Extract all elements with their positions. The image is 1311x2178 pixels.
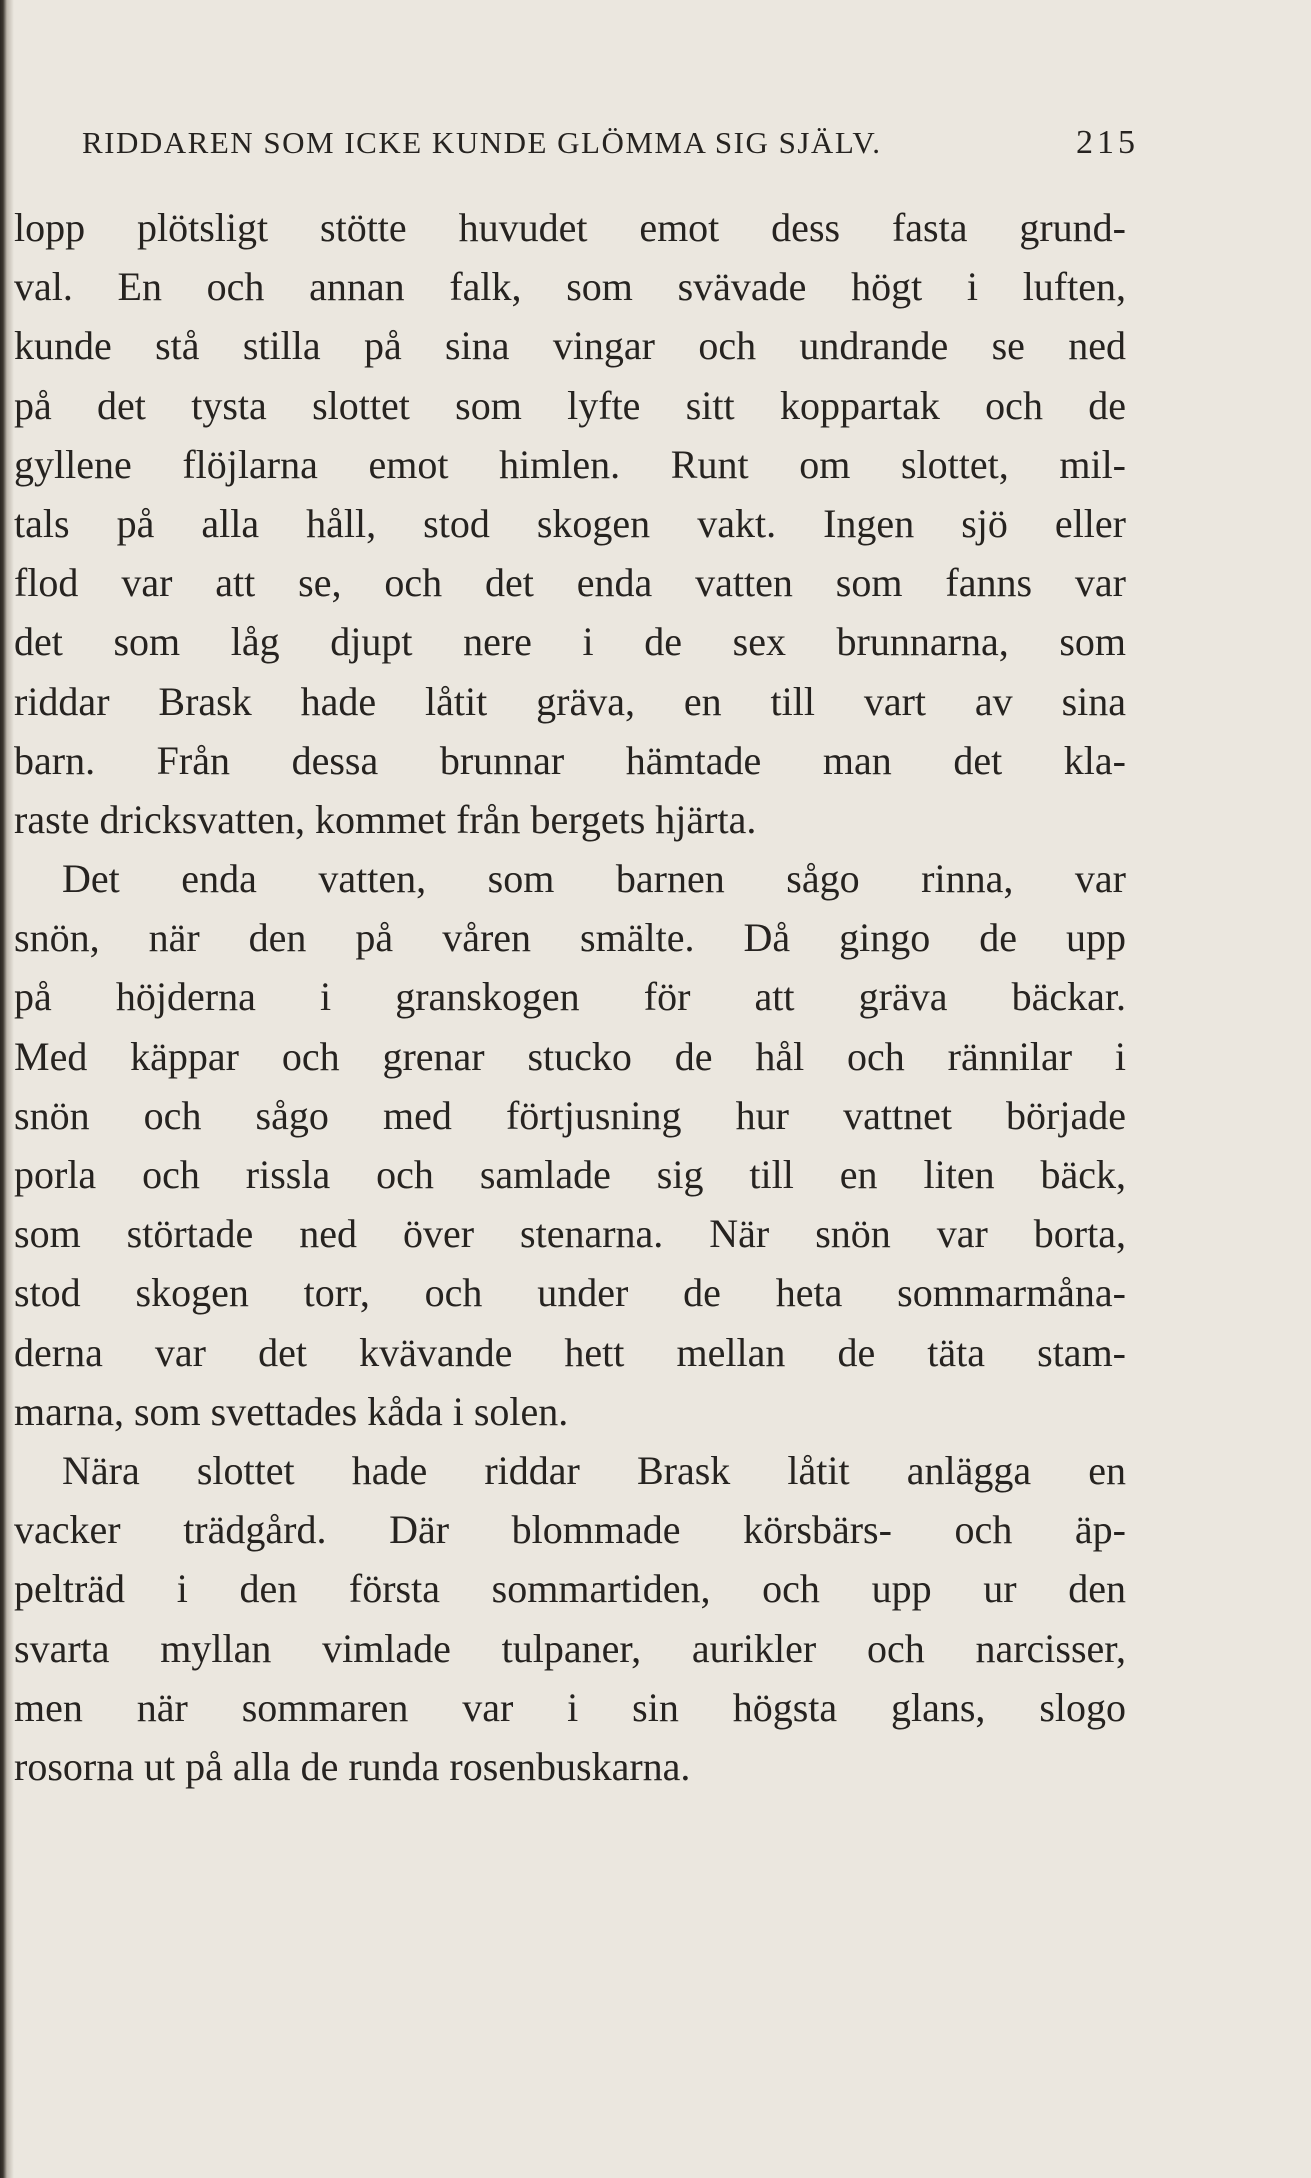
text-line: snön och sågo med förtjusning hur vattnet började — [14, 1092, 1126, 1138]
text-line: kunde stå stilla på sina vingar och undrande se ned — [14, 323, 1126, 369]
text-line: val. En och annan falk, som svävade högt i luften, — [14, 264, 1126, 310]
text-line: på det tysta slottet som lyfte sitt koppartak och de — [14, 382, 1126, 428]
text-line: tals på alla håll, stod skogen vakt. Ingen sjö eller — [14, 500, 1126, 546]
paragraph-start-line: Det enda vatten, som barnen sågo rinna, var — [62, 856, 1126, 902]
text-line: som störtade ned över stenarna. När snön var borta, — [14, 1211, 1126, 1257]
text-line: raste dricksvatten, kommet från bergets hjärta. — [14, 796, 757, 842]
book-spine-shadow — [0, 0, 14, 2178]
text-line: svarta myllan vimlade tulpaner, aurikler och narcisser, — [14, 1625, 1126, 1671]
text-line: lopp plötsligt stötte huvudet emot dess fasta grund- — [14, 205, 1126, 250]
text-line: Med käppar och grenar stucko de hål och rännilar i — [14, 1033, 1126, 1079]
text-line: gyllene flöjlarna emot himlen. Runt om slottet, mil- — [14, 441, 1126, 487]
text-line: vacker trädgård. Där blommade körsbärs- och äp- — [14, 1507, 1126, 1553]
text-line: men när sommaren var i sin högsta glans, slogo — [14, 1684, 1126, 1730]
running-title: RIDDAREN SOM ICKE KUNDE GLÖMMA SIG SJÄLV. — [82, 125, 882, 160]
text-line: det som låg djupt nere i de sex brunnarna, som — [14, 619, 1126, 665]
paragraph-start-line: Nära slottet hade riddar Brask låtit anlägga en — [62, 1447, 1126, 1493]
text-line: flod var att se, och det enda vatten som fanns var — [14, 560, 1126, 606]
text-line: snön, när den på våren smälte. Då gingo de upp — [14, 915, 1126, 961]
text-line: porla och rissla och samlade sig till en liten bäck, — [14, 1152, 1126, 1197]
text-line: barn. Från dessa brunnar hämtade man det kla- — [14, 737, 1126, 783]
text-line: rosorna ut på alla de runda rosenbuskarna. — [14, 1743, 691, 1789]
text-line: marna, som svettades kåda i solen. — [14, 1388, 569, 1434]
text-line: på höjderna i granskogen för att gräva bäckar. — [14, 974, 1126, 1020]
text-line: stod skogen torr, och under de heta sommarmåna- — [14, 1270, 1126, 1316]
text-line: pelträd i den första sommartiden, och upp ur den — [14, 1566, 1126, 1612]
running-head — [82, 118, 1139, 168]
text-line: derna var det kvävande hett mellan de täta stam- — [14, 1329, 1126, 1375]
body-text — [14, 198, 1126, 1796]
text-line: riddar Brask hade låtit gräva, en till vart av sina — [14, 678, 1126, 724]
page-number: 215 — [1076, 124, 1139, 161]
